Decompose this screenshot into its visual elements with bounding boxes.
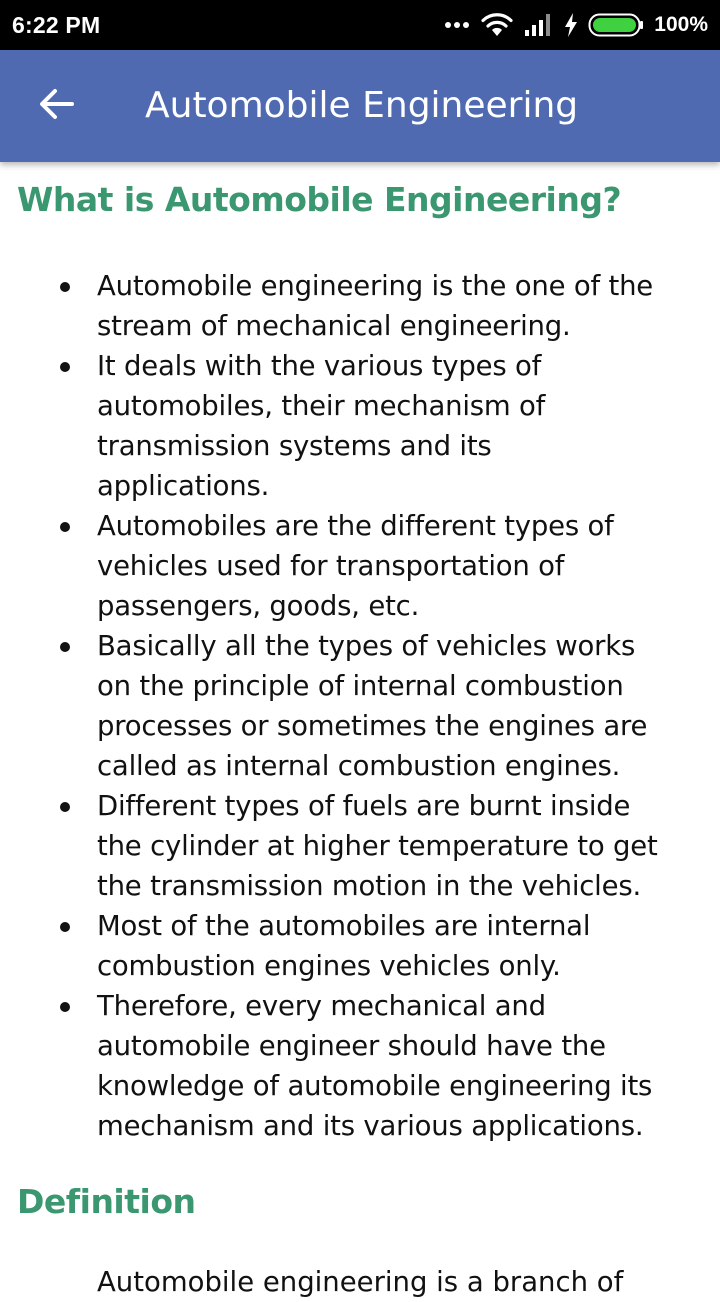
line: It deals with the various types of	[97, 350, 542, 382]
status-bar	[0, 0, 720, 50]
page-title: Automobile Engineering	[145, 85, 579, 126]
bullet-dot	[60, 922, 70, 932]
section-heading-definition: Definition	[17, 1182, 196, 1221]
list-item	[60, 906, 690, 986]
section-heading-what-is: What is Automobile Engineering?	[17, 180, 622, 219]
line: knowledge of automobile engineering its	[97, 1070, 653, 1102]
line: on the principle of internal combustion	[97, 670, 624, 702]
app-bar	[0, 50, 720, 162]
line: Automobile engineering is the one of the	[97, 270, 654, 302]
signal-icon	[524, 13, 554, 37]
list-item	[60, 786, 690, 906]
line: vehicles used for transportation of	[97, 550, 565, 582]
line: automobiles, their mechanism of	[97, 390, 546, 422]
line: applications.	[97, 470, 270, 502]
battery-percent: 100%	[654, 13, 708, 36]
back-button[interactable]	[0, 50, 112, 162]
list-item	[60, 346, 690, 506]
bullet-dot	[60, 362, 70, 372]
line: the transmission motion in the vehicles.	[97, 870, 642, 902]
battery-icon	[588, 13, 644, 37]
line: stream of mechanical engineering.	[97, 310, 571, 342]
line: the cylinder at higher temperature to get	[97, 830, 658, 862]
wifi-icon	[480, 12, 514, 38]
line: Basically all the types of vehicles works	[97, 630, 636, 662]
article-content	[0, 162, 720, 1298]
line: Different types of fuels are burnt inside	[97, 790, 631, 822]
list-item	[60, 986, 690, 1146]
bullet-dot	[60, 1002, 70, 1012]
line: Therefore, every mechanical and	[97, 990, 546, 1022]
line: processes or sometimes the engines are	[97, 710, 648, 742]
list-item	[60, 506, 690, 626]
line: mechanism and its various applications.	[97, 1110, 644, 1142]
line: transmission systems and its	[97, 430, 492, 462]
line: Most of the automobiles are internal	[97, 910, 591, 942]
line: passengers, goods, etc.	[97, 590, 420, 622]
bullet-dot	[60, 642, 70, 652]
bullet-list	[60, 266, 690, 1146]
arrow-back-icon	[38, 88, 74, 124]
definition-paragraph: Automobile engineering is a branch of	[97, 1266, 624, 1298]
line: called as internal combustion engines.	[97, 750, 621, 782]
status-icons	[444, 12, 708, 38]
more-dots-icon	[444, 21, 470, 29]
line: automobile engineer should have the	[97, 1030, 606, 1062]
line: combustion engines vehicles only.	[97, 950, 561, 982]
line: Automobiles are the different types of	[97, 510, 614, 542]
bullet-dot	[60, 802, 70, 812]
bullet-dot	[60, 282, 70, 292]
bullet-dot	[60, 522, 70, 532]
status-time: 6:22 PM	[12, 11, 101, 38]
list-item	[60, 266, 690, 346]
charging-bolt-icon	[564, 13, 578, 37]
list-item	[60, 626, 690, 786]
